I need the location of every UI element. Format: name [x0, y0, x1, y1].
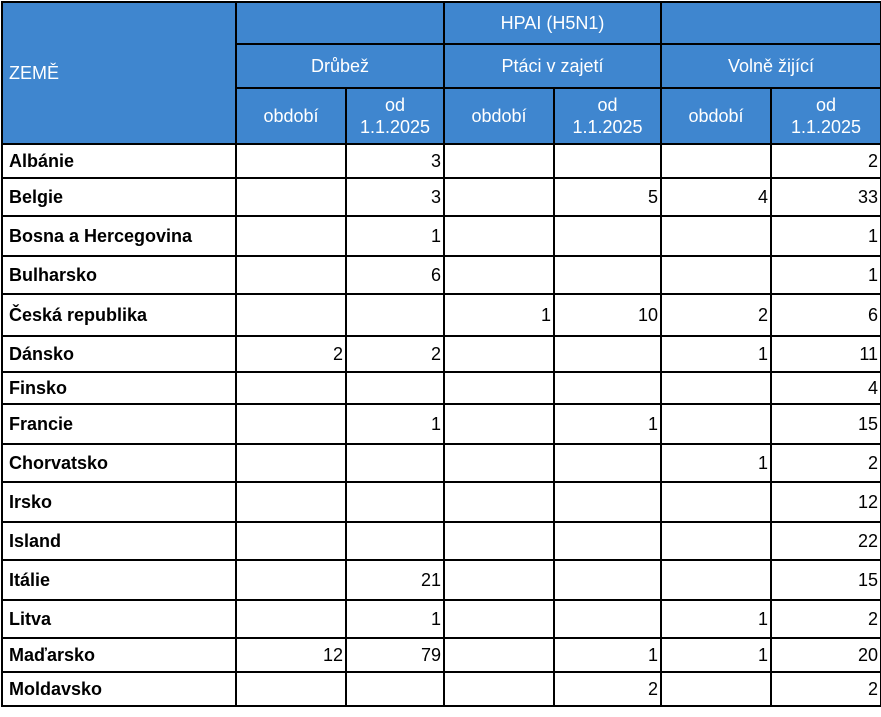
value-cell: 1 — [661, 336, 771, 372]
country-name: Finsko — [2, 372, 236, 404]
value-cell: 1 — [346, 404, 444, 444]
value-cell — [554, 600, 661, 638]
header-blank-left — [236, 2, 444, 44]
value-cell — [661, 144, 771, 178]
value-cell — [236, 178, 346, 216]
value-cell: 1 — [661, 600, 771, 638]
value-cell: 15 — [771, 560, 881, 600]
value-cell — [554, 560, 661, 600]
value-cell — [236, 560, 346, 600]
country-name: Bosna a Hercegovina — [2, 216, 236, 256]
value-cell — [236, 482, 346, 522]
table-row — [2, 600, 881, 638]
value-cell — [444, 560, 554, 600]
country-name: Litva — [2, 600, 236, 638]
col-header-period: období — [236, 88, 346, 144]
value-cell: 1 — [346, 600, 444, 638]
value-cell — [444, 638, 554, 672]
value-cell — [444, 522, 554, 560]
country-name: Dánsko — [2, 336, 236, 372]
value-cell — [554, 522, 661, 560]
value-cell — [346, 522, 444, 560]
table-row — [2, 372, 881, 404]
value-cell — [444, 216, 554, 256]
country-name: Moldavsko — [2, 672, 236, 706]
value-cell: 1 — [771, 216, 881, 256]
value-cell — [346, 672, 444, 706]
value-cell: 22 — [771, 522, 881, 560]
value-cell: 1 — [444, 294, 554, 336]
table-row — [2, 178, 881, 216]
value-cell — [236, 144, 346, 178]
value-cell — [236, 600, 346, 638]
country-name: Itálie — [2, 560, 236, 600]
country-name: Island — [2, 522, 236, 560]
value-cell — [236, 672, 346, 706]
col-header-period: období — [661, 88, 771, 144]
value-cell — [554, 444, 661, 482]
header-row-top — [2, 2, 881, 44]
table-row — [2, 482, 881, 522]
value-cell — [661, 404, 771, 444]
value-cell — [661, 672, 771, 706]
hpai-header: HPAI (H5N1) — [444, 2, 661, 44]
value-cell — [444, 600, 554, 638]
table-row — [2, 404, 881, 444]
value-cell: 2 — [771, 672, 881, 706]
value-cell — [661, 560, 771, 600]
table-row — [2, 294, 881, 336]
value-cell: 10 — [554, 294, 661, 336]
country-name: Albánie — [2, 144, 236, 178]
value-cell — [346, 482, 444, 522]
value-cell: 2 — [771, 600, 881, 638]
value-cell: 4 — [661, 178, 771, 216]
value-cell: 11 — [771, 336, 881, 372]
country-column-header: ZEMĚ — [2, 2, 236, 144]
value-cell: 1 — [346, 216, 444, 256]
value-cell — [554, 372, 661, 404]
value-cell — [444, 178, 554, 216]
value-cell — [661, 256, 771, 294]
value-cell: 2 — [771, 144, 881, 178]
table-row — [2, 560, 881, 600]
country-name: Belgie — [2, 178, 236, 216]
table-row — [2, 216, 881, 256]
hpai-table — [1, 1, 881, 707]
value-cell — [236, 522, 346, 560]
value-cell: 15 — [771, 404, 881, 444]
group-header-wild-birds: Volně žijící — [661, 44, 881, 88]
value-cell — [661, 482, 771, 522]
header-blank-right — [661, 2, 881, 44]
table-row — [2, 144, 881, 178]
col-header-since: od 1.1.2025 — [771, 88, 881, 144]
table-row — [2, 638, 881, 672]
value-cell: 2 — [554, 672, 661, 706]
value-cell: 3 — [346, 178, 444, 216]
group-header-poultry: Drůbež — [236, 44, 444, 88]
value-cell — [661, 372, 771, 404]
value-cell — [444, 482, 554, 522]
value-cell: 2 — [236, 336, 346, 372]
value-cell — [554, 216, 661, 256]
value-cell: 2 — [661, 294, 771, 336]
value-cell — [236, 444, 346, 482]
country-name: Bulharsko — [2, 256, 236, 294]
value-cell — [554, 256, 661, 294]
value-cell: 5 — [554, 178, 661, 216]
value-cell — [554, 482, 661, 522]
value-cell — [444, 144, 554, 178]
value-cell: 1 — [661, 444, 771, 482]
country-name: Irsko — [2, 482, 236, 522]
value-cell: 2 — [771, 444, 881, 482]
country-name: Česká republika — [2, 294, 236, 336]
value-cell — [554, 144, 661, 178]
value-cell — [444, 336, 554, 372]
col-header-since: od 1.1.2025 — [346, 88, 444, 144]
value-cell: 20 — [771, 638, 881, 672]
value-cell: 6 — [346, 256, 444, 294]
value-cell: 6 — [771, 294, 881, 336]
value-cell — [444, 372, 554, 404]
value-cell: 79 — [346, 638, 444, 672]
value-cell: 1 — [554, 404, 661, 444]
value-cell — [236, 216, 346, 256]
value-cell — [661, 216, 771, 256]
col-header-since: od 1.1.2025 — [554, 88, 661, 144]
value-cell: 1 — [661, 638, 771, 672]
value-cell: 33 — [771, 178, 881, 216]
value-cell: 21 — [346, 560, 444, 600]
country-name: Chorvatsko — [2, 444, 236, 482]
value-cell — [236, 372, 346, 404]
table-row — [2, 336, 881, 372]
col-header-period: období — [444, 88, 554, 144]
value-cell — [346, 372, 444, 404]
value-cell — [346, 444, 444, 482]
value-cell: 2 — [346, 336, 444, 372]
table-row — [2, 444, 881, 482]
value-cell — [444, 256, 554, 294]
value-cell — [554, 336, 661, 372]
group-header-captive-birds: Ptáci v zajetí — [444, 44, 661, 88]
table-row — [2, 672, 881, 706]
table-body — [2, 144, 881, 706]
value-cell: 12 — [771, 482, 881, 522]
country-name: Francie — [2, 404, 236, 444]
value-cell — [236, 404, 346, 444]
value-cell — [444, 444, 554, 482]
table-row — [2, 256, 881, 294]
value-cell — [346, 294, 444, 336]
table-row — [2, 522, 881, 560]
value-cell: 12 — [236, 638, 346, 672]
value-cell — [444, 404, 554, 444]
value-cell: 3 — [346, 144, 444, 178]
value-cell: 4 — [771, 372, 881, 404]
value-cell: 1 — [554, 638, 661, 672]
country-name: Maďarsko — [2, 638, 236, 672]
value-cell — [236, 256, 346, 294]
value-cell — [661, 522, 771, 560]
value-cell: 1 — [771, 256, 881, 294]
value-cell — [444, 672, 554, 706]
value-cell — [236, 294, 346, 336]
